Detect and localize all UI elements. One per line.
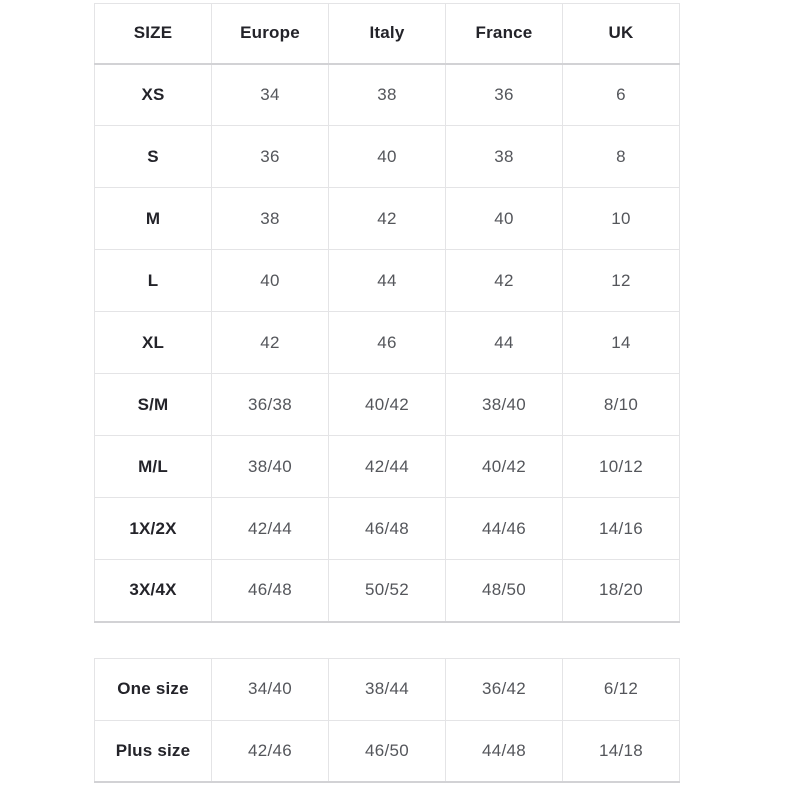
table-row bbox=[95, 188, 680, 250]
value-cell: 38 bbox=[212, 188, 329, 250]
value-cell: 36 bbox=[212, 126, 329, 188]
value-cell: 38/44 bbox=[329, 658, 446, 720]
value-cell: 38 bbox=[446, 126, 563, 188]
value-cell: 44/46 bbox=[446, 498, 563, 560]
value-cell: 42/46 bbox=[212, 720, 329, 782]
value-cell: 8/10 bbox=[563, 374, 680, 436]
column-header-size: SIZE bbox=[95, 4, 212, 64]
value-cell: 34 bbox=[212, 64, 329, 126]
value-cell: 14/18 bbox=[563, 720, 680, 782]
size-label-cell: 3X/4X bbox=[95, 560, 212, 622]
table-row bbox=[95, 720, 680, 782]
value-cell: 50/52 bbox=[329, 560, 446, 622]
value-cell: 8 bbox=[563, 126, 680, 188]
value-cell: 38/40 bbox=[446, 374, 563, 436]
value-cell: 40 bbox=[212, 250, 329, 312]
table-row bbox=[95, 436, 680, 498]
value-cell: 40 bbox=[329, 126, 446, 188]
value-cell: 14/16 bbox=[563, 498, 680, 560]
size-label-cell: Plus size bbox=[95, 720, 212, 782]
value-cell: 44 bbox=[329, 250, 446, 312]
value-cell: 36/42 bbox=[446, 658, 563, 720]
table-row bbox=[95, 126, 680, 188]
value-cell: 44 bbox=[446, 312, 563, 374]
size-label-cell: 1X/2X bbox=[95, 498, 212, 560]
size-chart-container bbox=[94, 3, 680, 783]
table-row bbox=[95, 374, 680, 436]
size-label-cell: XL bbox=[95, 312, 212, 374]
size-label-cell: M/L bbox=[95, 436, 212, 498]
value-cell: 40/42 bbox=[446, 436, 563, 498]
extra-table-body bbox=[95, 658, 680, 782]
value-cell: 48/50 bbox=[446, 560, 563, 622]
value-cell: 42/44 bbox=[329, 436, 446, 498]
value-cell: 42/44 bbox=[212, 498, 329, 560]
column-header-uk: UK bbox=[563, 4, 680, 64]
size-label-cell: L bbox=[95, 250, 212, 312]
value-cell: 46/48 bbox=[212, 560, 329, 622]
value-cell: 38/40 bbox=[212, 436, 329, 498]
value-cell: 34/40 bbox=[212, 658, 329, 720]
table-row bbox=[95, 498, 680, 560]
size-table-body bbox=[95, 64, 680, 622]
value-cell: 46/50 bbox=[329, 720, 446, 782]
size-conversion-table bbox=[94, 3, 680, 623]
value-cell: 12 bbox=[563, 250, 680, 312]
column-header-france: France bbox=[446, 4, 563, 64]
value-cell: 42 bbox=[446, 250, 563, 312]
value-cell: 10/12 bbox=[563, 436, 680, 498]
column-header-europe: Europe bbox=[212, 4, 329, 64]
value-cell: 42 bbox=[212, 312, 329, 374]
size-label-cell: S bbox=[95, 126, 212, 188]
value-cell: 42 bbox=[329, 188, 446, 250]
size-label-cell: S/M bbox=[95, 374, 212, 436]
size-table-header bbox=[95, 4, 680, 64]
one-size-plus-size-table bbox=[94, 658, 680, 784]
value-cell: 46 bbox=[329, 312, 446, 374]
value-cell: 46/48 bbox=[329, 498, 446, 560]
value-cell: 6/12 bbox=[563, 658, 680, 720]
table-row bbox=[95, 64, 680, 126]
value-cell: 10 bbox=[563, 188, 680, 250]
table-row bbox=[95, 560, 680, 622]
header-row bbox=[95, 4, 680, 64]
value-cell: 40 bbox=[446, 188, 563, 250]
value-cell: 6 bbox=[563, 64, 680, 126]
size-label-cell: M bbox=[95, 188, 212, 250]
table-row bbox=[95, 658, 680, 720]
value-cell: 36/38 bbox=[212, 374, 329, 436]
size-label-cell: One size bbox=[95, 658, 212, 720]
table-row bbox=[95, 312, 680, 374]
value-cell: 44/48 bbox=[446, 720, 563, 782]
value-cell: 40/42 bbox=[329, 374, 446, 436]
value-cell: 36 bbox=[446, 64, 563, 126]
value-cell: 18/20 bbox=[563, 560, 680, 622]
table-row bbox=[95, 250, 680, 312]
size-label-cell: XS bbox=[95, 64, 212, 126]
column-header-italy: Italy bbox=[329, 4, 446, 64]
value-cell: 38 bbox=[329, 64, 446, 126]
value-cell: 14 bbox=[563, 312, 680, 374]
